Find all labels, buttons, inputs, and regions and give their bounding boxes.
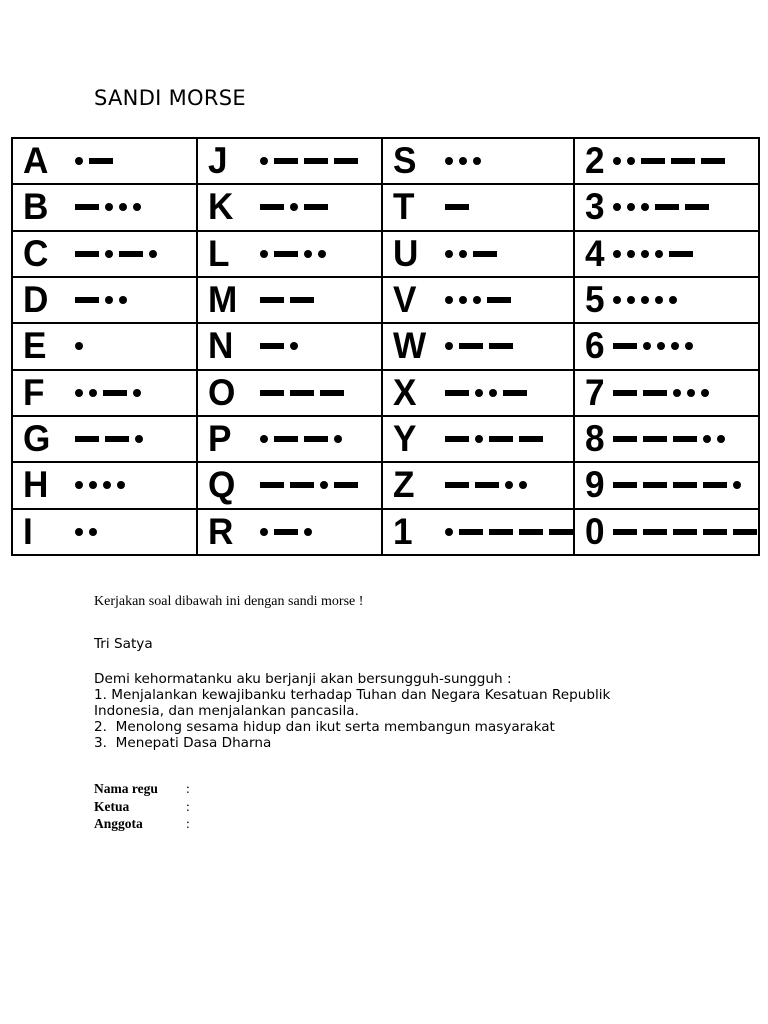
morse-dot bbox=[445, 296, 453, 304]
morse-dash bbox=[75, 204, 99, 210]
morse-dot bbox=[75, 389, 83, 397]
morse-dot bbox=[701, 389, 709, 397]
morse-code bbox=[445, 204, 469, 210]
morse-dot bbox=[445, 250, 453, 258]
morse-character: I bbox=[23, 510, 33, 552]
morse-dot bbox=[75, 528, 83, 536]
morse-character: W bbox=[393, 325, 427, 367]
morse-dot bbox=[669, 296, 677, 304]
morse-dot bbox=[643, 342, 651, 350]
morse-dash bbox=[519, 436, 543, 442]
morse-character: 1 bbox=[393, 510, 413, 552]
pledge-line: 2. Menolong sesama hidup dan ikut serta membangun masyarakat bbox=[94, 719, 555, 735]
morse-cell bbox=[575, 183, 758, 229]
morse-dot bbox=[459, 296, 467, 304]
morse-code bbox=[75, 528, 97, 536]
morse-character: L bbox=[208, 232, 230, 274]
morse-character: C bbox=[23, 232, 49, 274]
morse-code bbox=[260, 390, 344, 396]
form-row-team-name bbox=[94, 780, 190, 798]
morse-cell bbox=[13, 508, 196, 554]
morse-dot bbox=[290, 203, 298, 211]
morse-cell bbox=[383, 276, 573, 322]
morse-column bbox=[381, 139, 573, 554]
morse-character: 7 bbox=[585, 371, 605, 413]
morse-cell bbox=[198, 461, 381, 507]
morse-code bbox=[613, 342, 693, 350]
morse-code bbox=[75, 481, 125, 489]
morse-dash bbox=[89, 158, 113, 164]
morse-character: 6 bbox=[585, 325, 605, 367]
morse-dash bbox=[119, 251, 143, 257]
morse-cell bbox=[13, 461, 196, 507]
morse-cell bbox=[13, 369, 196, 415]
morse-character: N bbox=[208, 325, 234, 367]
morse-code bbox=[75, 435, 143, 443]
morse-dash bbox=[669, 251, 693, 257]
morse-code bbox=[260, 435, 342, 443]
pledge-line: 1. Menjalankan kewajibanku terhadap Tuhan dan Negara Kesatuan Republik bbox=[94, 687, 611, 703]
morse-dot bbox=[135, 435, 143, 443]
morse-dot bbox=[260, 435, 268, 443]
morse-dot bbox=[103, 481, 111, 489]
morse-dot bbox=[627, 203, 635, 211]
morse-dash bbox=[503, 390, 527, 396]
morse-dot bbox=[717, 435, 725, 443]
morse-dash bbox=[473, 251, 497, 257]
morse-dot bbox=[318, 250, 326, 258]
morse-dot bbox=[304, 250, 312, 258]
instruction-text: Kerjakan soal dibawah ini dengan sandi morse ! bbox=[94, 594, 364, 609]
morse-dash bbox=[487, 297, 511, 303]
morse-dash bbox=[290, 482, 314, 488]
morse-dash bbox=[274, 251, 298, 257]
morse-dot bbox=[505, 481, 513, 489]
pledge-intro: Demi kehormatanku aku berjanji akan bersungguh-sungguh : bbox=[94, 671, 512, 687]
morse-dash bbox=[475, 482, 499, 488]
morse-cell bbox=[575, 276, 758, 322]
morse-character: X bbox=[393, 371, 417, 413]
morse-dash bbox=[75, 251, 99, 257]
morse-code bbox=[613, 157, 725, 165]
pledge-heading: Tri Satya bbox=[94, 636, 153, 652]
form-row-leader bbox=[94, 798, 190, 816]
morse-cell bbox=[13, 415, 196, 461]
pledge-text bbox=[94, 636, 694, 751]
morse-code bbox=[613, 389, 709, 397]
morse-dash bbox=[703, 482, 727, 488]
morse-dot bbox=[473, 157, 481, 165]
morse-dash bbox=[643, 529, 667, 535]
morse-dot bbox=[260, 528, 268, 536]
morse-dot bbox=[334, 435, 342, 443]
morse-character: 9 bbox=[585, 464, 605, 506]
morse-dash bbox=[655, 204, 679, 210]
morse-dot bbox=[475, 435, 483, 443]
morse-column bbox=[13, 139, 196, 554]
morse-dot bbox=[89, 481, 97, 489]
morse-dot bbox=[489, 389, 497, 397]
morse-character: 2 bbox=[585, 140, 605, 182]
morse-cell bbox=[198, 322, 381, 368]
morse-dot bbox=[519, 481, 527, 489]
morse-dot bbox=[641, 203, 649, 211]
morse-character: 0 bbox=[585, 510, 605, 552]
morse-dash bbox=[733, 529, 757, 535]
morse-dot bbox=[657, 342, 665, 350]
morse-dot bbox=[627, 250, 635, 258]
form-label: Anggota bbox=[94, 816, 143, 831]
morse-dash bbox=[320, 390, 344, 396]
morse-code bbox=[445, 481, 527, 489]
morse-code bbox=[260, 157, 358, 165]
morse-code bbox=[445, 435, 543, 443]
morse-dot bbox=[475, 389, 483, 397]
morse-character: K bbox=[208, 186, 234, 228]
form-row-members bbox=[94, 815, 190, 833]
pledge-line: Indonesia, dan menjalankan pancasila. bbox=[94, 703, 359, 719]
morse-dot bbox=[260, 250, 268, 258]
morse-dash bbox=[103, 390, 127, 396]
morse-dash bbox=[489, 343, 513, 349]
morse-code bbox=[75, 250, 157, 258]
morse-dot bbox=[290, 342, 298, 350]
morse-cell bbox=[198, 276, 381, 322]
morse-cell bbox=[383, 322, 573, 368]
morse-dash bbox=[274, 529, 298, 535]
morse-code bbox=[260, 342, 298, 350]
morse-cell bbox=[383, 369, 573, 415]
morse-code bbox=[613, 203, 709, 211]
morse-dash bbox=[75, 436, 99, 442]
morse-dot bbox=[133, 389, 141, 397]
morse-dot bbox=[459, 157, 467, 165]
form-colon: : bbox=[186, 816, 190, 831]
morse-character: 4 bbox=[585, 232, 605, 274]
morse-dot bbox=[105, 203, 113, 211]
morse-dot bbox=[673, 389, 681, 397]
morse-dot bbox=[304, 528, 312, 536]
morse-dash bbox=[613, 529, 637, 535]
morse-cell bbox=[198, 369, 381, 415]
morse-dash bbox=[290, 297, 314, 303]
morse-dot bbox=[641, 250, 649, 258]
morse-dot bbox=[627, 157, 635, 165]
morse-dash bbox=[549, 529, 573, 535]
morse-code bbox=[260, 297, 314, 303]
morse-character: R bbox=[208, 510, 234, 552]
morse-cell bbox=[383, 461, 573, 507]
morse-cell bbox=[575, 508, 758, 554]
morse-dash bbox=[613, 390, 637, 396]
morse-cell bbox=[13, 139, 196, 183]
morse-dot bbox=[119, 203, 127, 211]
morse-dash bbox=[671, 158, 695, 164]
morse-code bbox=[613, 435, 725, 443]
morse-dash bbox=[613, 343, 637, 349]
morse-cell bbox=[575, 139, 758, 183]
morse-dash bbox=[105, 436, 129, 442]
morse-character: M bbox=[208, 279, 238, 321]
morse-dot bbox=[703, 435, 711, 443]
morse-dash bbox=[274, 158, 298, 164]
morse-dot bbox=[105, 250, 113, 258]
morse-dash bbox=[643, 390, 667, 396]
morse-dash bbox=[703, 529, 727, 535]
morse-code bbox=[75, 296, 127, 304]
page-title: SANDI MORSE bbox=[94, 86, 246, 110]
form-colon: : bbox=[186, 798, 190, 814]
morse-dot bbox=[119, 296, 127, 304]
morse-dot bbox=[89, 389, 97, 397]
morse-cell bbox=[198, 139, 381, 183]
morse-dot bbox=[627, 296, 635, 304]
morse-character: J bbox=[208, 140, 228, 182]
morse-dash bbox=[613, 482, 637, 488]
morse-character: Q bbox=[208, 464, 236, 506]
morse-dash bbox=[643, 482, 667, 488]
morse-dash bbox=[489, 436, 513, 442]
morse-cell bbox=[13, 276, 196, 322]
morse-dot bbox=[89, 528, 97, 536]
morse-dash bbox=[643, 436, 667, 442]
morse-dot bbox=[459, 250, 467, 258]
morse-column bbox=[573, 139, 758, 554]
morse-code-table bbox=[11, 137, 760, 556]
morse-dash bbox=[685, 204, 709, 210]
morse-dash bbox=[334, 158, 358, 164]
morse-character: B bbox=[23, 186, 49, 228]
morse-character: 8 bbox=[585, 418, 605, 460]
morse-code bbox=[260, 481, 358, 489]
morse-dash bbox=[260, 343, 284, 349]
form-colon: : bbox=[186, 781, 190, 796]
morse-character: V bbox=[393, 279, 417, 321]
morse-dot bbox=[445, 157, 453, 165]
morse-cell bbox=[198, 508, 381, 554]
morse-dash bbox=[613, 436, 637, 442]
morse-code bbox=[613, 481, 741, 489]
morse-dash bbox=[260, 297, 284, 303]
morse-cell bbox=[383, 415, 573, 461]
morse-dash bbox=[673, 529, 697, 535]
morse-dot bbox=[133, 203, 141, 211]
morse-character: H bbox=[23, 464, 49, 506]
form-label: Ketua bbox=[94, 798, 130, 814]
morse-code bbox=[613, 296, 677, 304]
morse-dash bbox=[445, 204, 469, 210]
morse-dash bbox=[304, 204, 328, 210]
morse-cell bbox=[383, 183, 573, 229]
morse-dot bbox=[733, 481, 741, 489]
morse-code bbox=[75, 389, 141, 397]
morse-cell bbox=[575, 322, 758, 368]
morse-dot bbox=[445, 342, 453, 350]
morse-dot bbox=[75, 342, 83, 350]
morse-dash bbox=[260, 390, 284, 396]
morse-character: S bbox=[393, 140, 417, 182]
morse-code bbox=[260, 528, 312, 536]
morse-code bbox=[75, 203, 141, 211]
morse-cell bbox=[383, 508, 573, 554]
morse-dot bbox=[671, 342, 679, 350]
morse-dash bbox=[75, 297, 99, 303]
morse-dash bbox=[260, 204, 284, 210]
morse-dot bbox=[655, 250, 663, 258]
team-form bbox=[94, 780, 190, 833]
morse-code bbox=[75, 342, 83, 350]
morse-dot bbox=[613, 250, 621, 258]
morse-code bbox=[445, 528, 573, 536]
morse-dash bbox=[519, 529, 543, 535]
morse-dot bbox=[685, 342, 693, 350]
morse-code bbox=[260, 250, 326, 258]
morse-code bbox=[613, 529, 757, 535]
morse-code bbox=[445, 157, 481, 165]
morse-cell bbox=[198, 183, 381, 229]
morse-code bbox=[75, 157, 113, 165]
morse-code bbox=[260, 203, 328, 211]
morse-character: E bbox=[23, 325, 47, 367]
morse-cell bbox=[198, 415, 381, 461]
morse-dot bbox=[75, 157, 83, 165]
morse-column bbox=[196, 139, 381, 554]
morse-character: U bbox=[393, 232, 419, 274]
morse-character: F bbox=[23, 371, 45, 413]
morse-character: D bbox=[23, 279, 49, 321]
morse-dash bbox=[673, 482, 697, 488]
morse-cell bbox=[198, 230, 381, 276]
morse-dot bbox=[687, 389, 695, 397]
morse-dash bbox=[304, 158, 328, 164]
morse-character: P bbox=[208, 418, 232, 460]
morse-dash bbox=[260, 482, 284, 488]
morse-dash bbox=[290, 390, 314, 396]
morse-cell bbox=[575, 230, 758, 276]
morse-dash bbox=[304, 436, 328, 442]
morse-dot bbox=[320, 481, 328, 489]
morse-character: G bbox=[23, 418, 51, 460]
morse-dot bbox=[473, 296, 481, 304]
morse-dash bbox=[445, 390, 469, 396]
morse-cell bbox=[383, 230, 573, 276]
morse-dash bbox=[641, 158, 665, 164]
morse-code bbox=[445, 296, 511, 304]
morse-code bbox=[613, 250, 693, 258]
morse-cell bbox=[13, 322, 196, 368]
morse-dot bbox=[655, 296, 663, 304]
morse-dot bbox=[613, 203, 621, 211]
morse-cell bbox=[575, 369, 758, 415]
morse-dot bbox=[105, 296, 113, 304]
morse-dot bbox=[613, 296, 621, 304]
morse-character: Z bbox=[393, 464, 415, 506]
morse-character: 5 bbox=[585, 279, 605, 321]
morse-dash bbox=[459, 343, 483, 349]
morse-dash bbox=[445, 482, 469, 488]
morse-character: 3 bbox=[585, 186, 605, 228]
morse-code bbox=[445, 250, 497, 258]
morse-code bbox=[445, 342, 513, 350]
morse-dash bbox=[274, 436, 298, 442]
morse-cell bbox=[13, 183, 196, 229]
morse-dot bbox=[445, 528, 453, 536]
morse-character: O bbox=[208, 371, 236, 413]
morse-dot bbox=[149, 250, 157, 258]
morse-cell bbox=[383, 139, 573, 183]
form-label: Nama regu bbox=[94, 781, 158, 796]
morse-character: T bbox=[393, 186, 415, 228]
morse-dot bbox=[117, 481, 125, 489]
morse-character: A bbox=[23, 140, 49, 182]
morse-dash bbox=[459, 529, 483, 535]
morse-dash bbox=[489, 529, 513, 535]
morse-code bbox=[445, 389, 527, 397]
morse-dash bbox=[701, 158, 725, 164]
morse-character: Y bbox=[393, 418, 417, 460]
morse-dot bbox=[75, 481, 83, 489]
morse-dash bbox=[334, 482, 358, 488]
morse-dot bbox=[613, 157, 621, 165]
morse-cell bbox=[575, 461, 758, 507]
morse-cell bbox=[13, 230, 196, 276]
morse-dash bbox=[673, 436, 697, 442]
morse-dash bbox=[445, 436, 469, 442]
morse-dot bbox=[641, 296, 649, 304]
morse-cell bbox=[575, 415, 758, 461]
morse-dot bbox=[260, 157, 268, 165]
pledge-line: 3. Menepati Dasa Dharna bbox=[94, 735, 272, 751]
